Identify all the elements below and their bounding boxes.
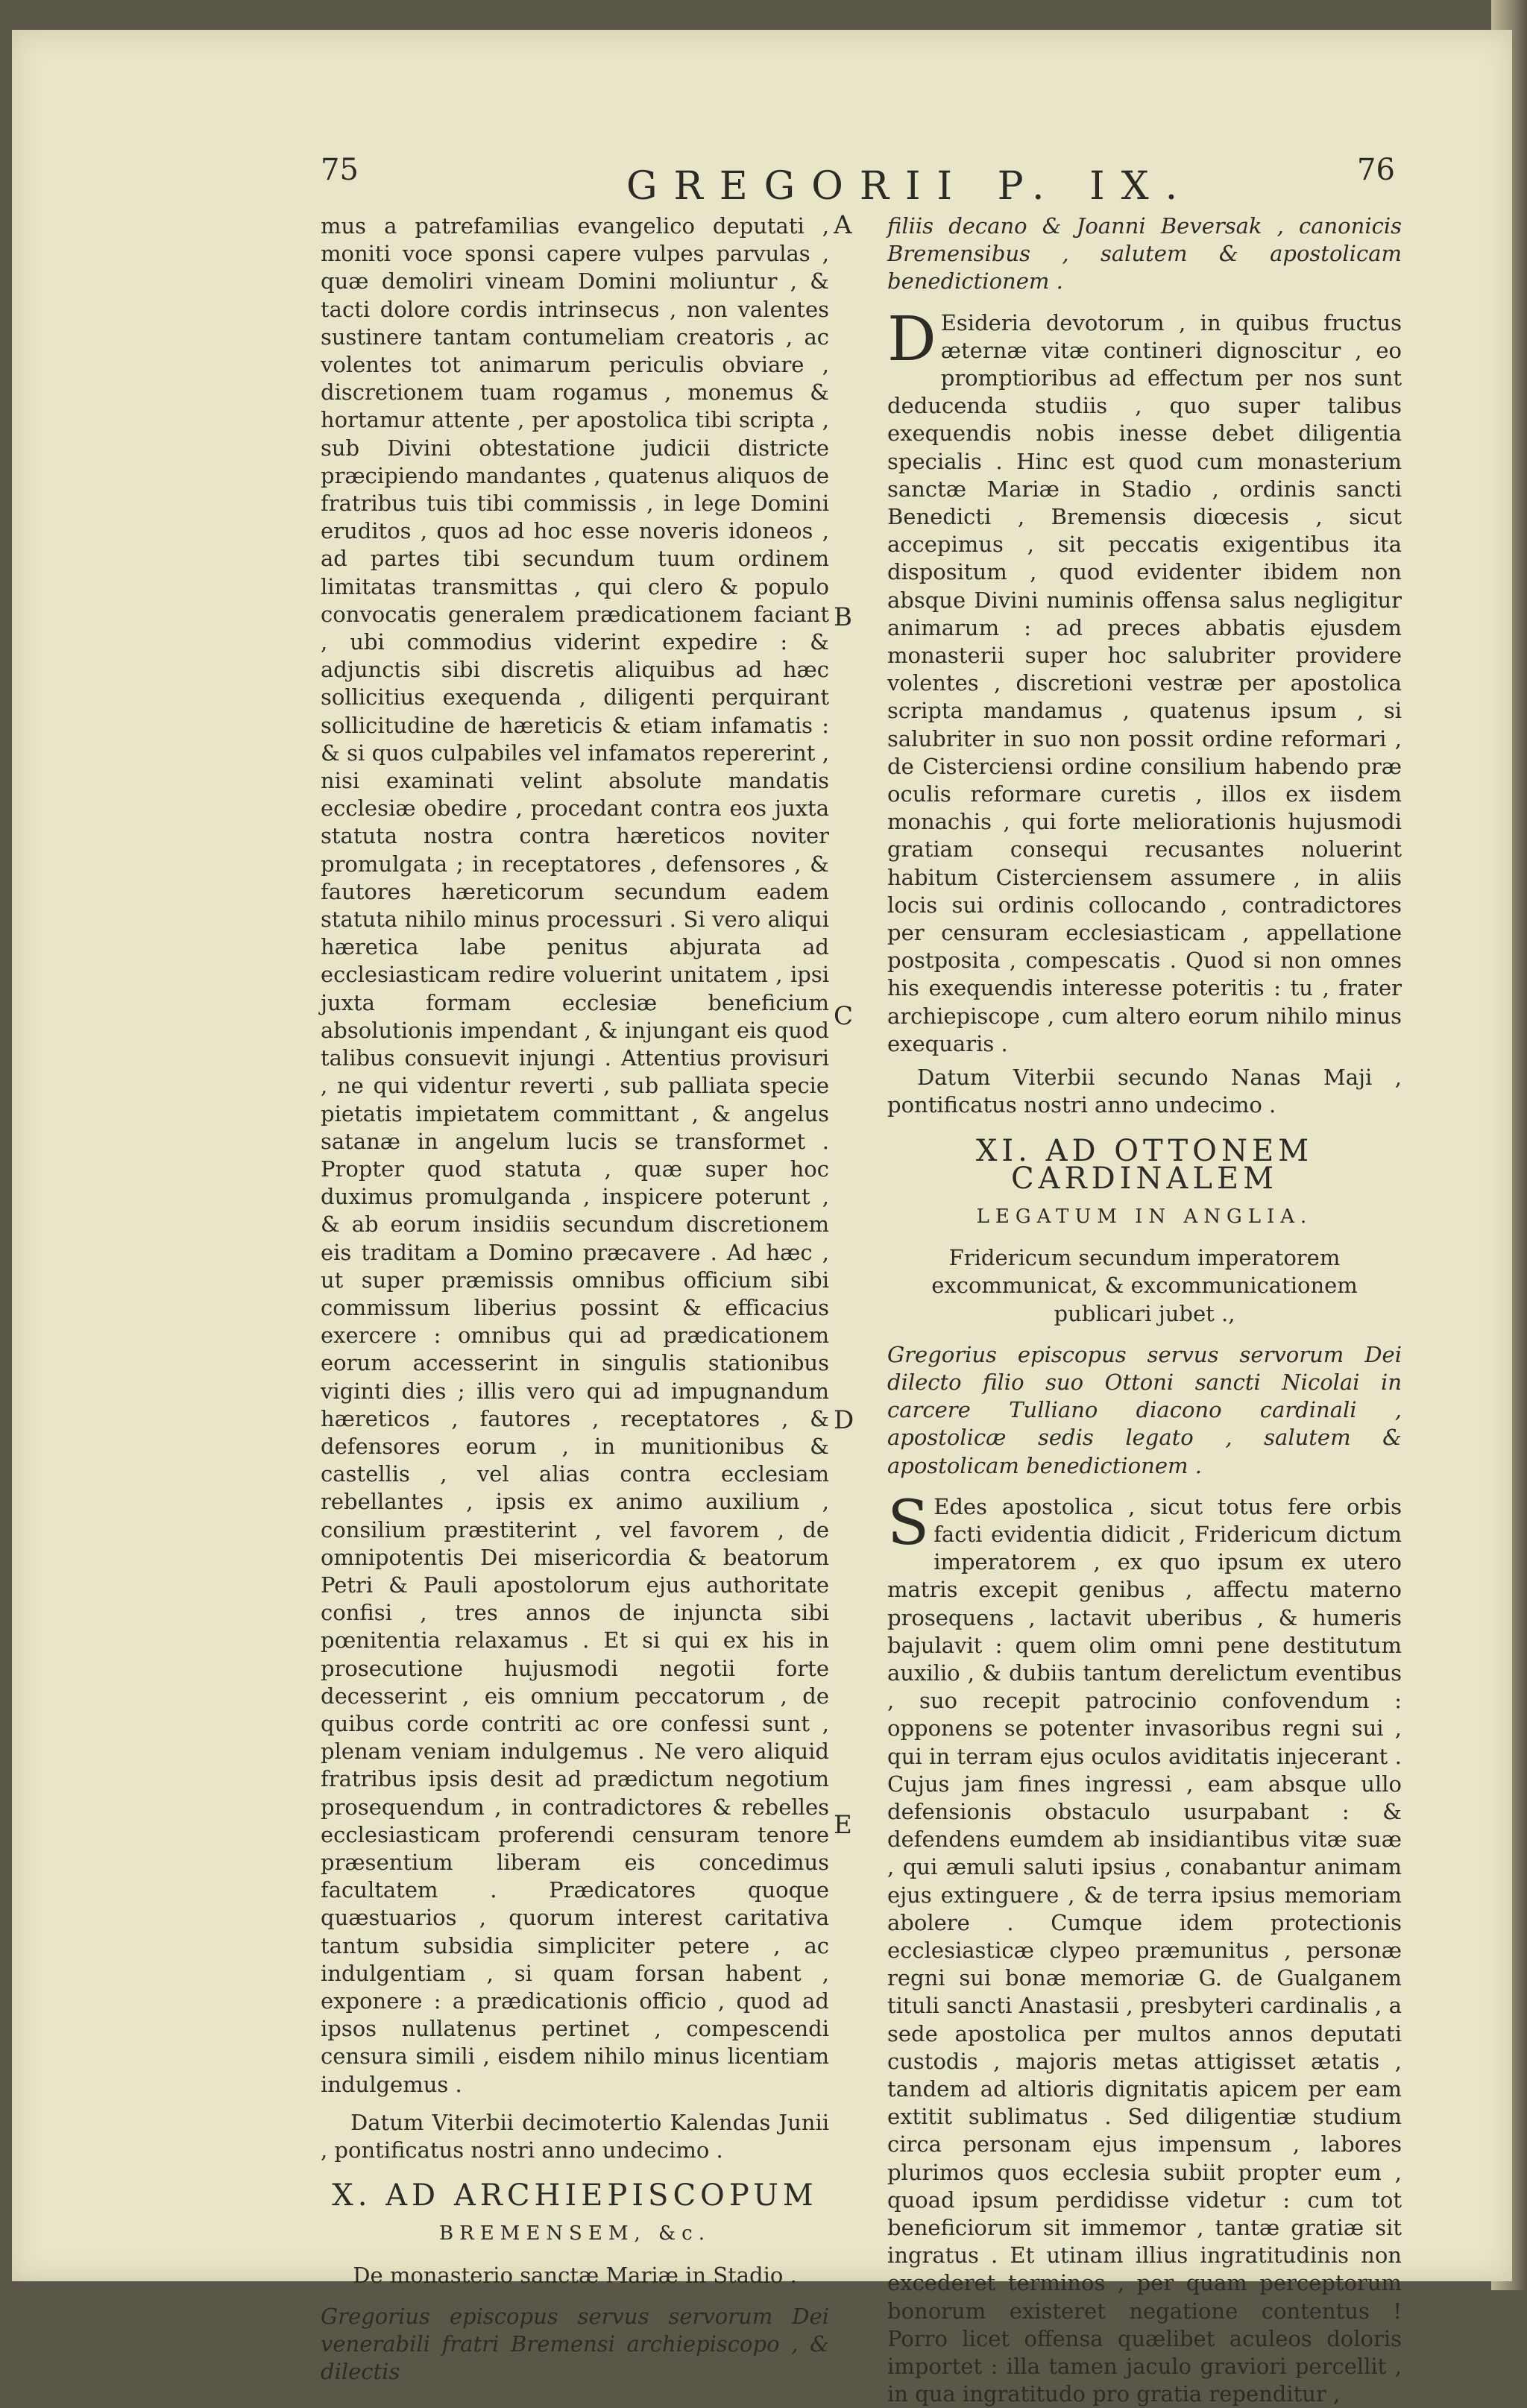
running-title: GREGORII P. IX. xyxy=(626,164,1194,209)
letter-xi-body-paragraph xyxy=(887,1487,1402,2408)
letter-x-summary: De monasterio sanctæ Mariæ in Stadio . xyxy=(353,2262,797,2288)
letter-x-heading: X. AD ARCHIEPISCOPUM xyxy=(332,2178,818,2213)
margin-letter-e: E xyxy=(834,1810,852,1840)
page-number-right: 76 xyxy=(1357,153,1395,187)
letter-xi-summary: Fridericum secundum imperatorem excommunicat, & excommunicationem publicari jubet ., xyxy=(931,1245,1358,1326)
letter-xi-heading: XI. AD OTTONEM CARDINALEM xyxy=(975,1133,1314,1196)
letter-x-body-paragraph xyxy=(887,303,1402,1058)
page-number-left: 75 xyxy=(321,153,359,187)
letter-xi-body: Edes apostolica , sicut totus fere orbis facti evidentia didicit , Fridericum dictum imperatorem , ex quo ipsum ex utero matris excepit genibus , affectu materno prosequens , lactavit uberibus , & humeris bajulavit : quem olim omni pene destitutum auxilio , & dubiis tantum derelictum eventibus , suo recepit patrocinio confovendum : opponens se potenter invasoribus regni sui , qui in terram ejus oculos aviditatis injecerant . Cujus jam fines ingressi , eam absque ullo defensionis obstaculo usurpabant : & defendens eumdem ab insidiantibus vitæ suæ , qui æmuli saluti ipsius , conabantur animam ejus extinguere , & de terra ipsius memoriam abolere . Cumque idem protectionis ecclesiasticæ clypeo præmunitus , personæ regni sui bonæ memoriæ G. de Gualganem tituli sancti Anastasii , presbyteri cardinalis , a sede apostolica per multos annos deputati custodis , majoris metas attigisset ætatis , tandem ad altioris dignitatis apicem per eam extitit sublimatus . Sed diligentiæ studium circa personam ejus impensum , labores plurimos quos ecclesia subiit propter eum , quoad ipsum perdidisse videtur : cum tot beneficiorum sit immemor , tantæ gratiæ sit ingratus . Et utinam illius ingratitudinis non excederet terminos , per quam perceptorum bonorum existeret negatione contentus ! Porro licet offensa quælibet aculeos doloris importet : illa tamen jaculo graviori percellit , in qua ingratitudo pro gratia rependitur , xyxy=(887,1493,1402,2407)
letter-x-body: Esideria devotorum , in quibus fructus æternæ vitæ contineri dignoscitur , eo promptioribus ad effectum per nos sunt deducenda studiis , quo super talibus exequendis nobis inesse debet diligentia specialis . Hinc est quod cum monasterium sanctæ Mariæ in Stadio , ordinis sancti Benedicti , Bremensis diœcesis , sicut accepimus , sit peccatis exigentibus ita dispositum , quod evidenter ibidem non absque Divini numinis offensa salus negligitur animarum : ad preces abbatis ejusdem monasterii super hoc salubriter providere volentes , discretioni vestræ per apostolica scripta mandamus , quatenus ipsum , si salubriter in suo non possit ordine reformari , de Cisterciensi ordine consilium habendo præ oculis reformare curetis , illos ex iisdem monachis , qui forte meliorationis hujusmodi gratiam consequi recusantes noluerint habitum Cisterciensem assumere , in aliis locis sui ordinis collocando , contradictores per censuram ecclesiasticam , appellatione postposita , compescatis . Quod si non omnes his exequendis interesse poteritis : tu , frater archiepiscope , cum altero eorum nihilo minus exequaris . xyxy=(887,309,1402,1056)
letter-x-address-continued: filiis decano & Joanni Beversak , canonicis Bremensibus , salutem & apostolicam benedictionem . xyxy=(887,213,1402,294)
letter-x-dating: Datum Viterbii secundo Nanas Maji , pontificatus nostri anno undecimo . xyxy=(887,1065,1402,1118)
margin-letter-b: B xyxy=(834,602,852,632)
letter-x-address: Gregorius episcopus servus servorum Dei venerabili fratri Bremensi archiepiscopo , & dilectis xyxy=(321,2303,829,2385)
letter-xi-dropcap: S xyxy=(887,1487,930,1559)
letter-ix-body: mus a patrefamilias evangelico deputati , moniti voce sponsi capere vulpes parvulas , quæ demoliri vineam Domini moliuntur , & tacti dolore cordis intrinsecus , non valentes sustinere tantam contumeliam creatoris , ac volentes tot animarum periculis obviare , discretionem tuam rogamus , monemus & hortamur attente , per apostolica tibi scripta , sub Divini obtestatione judicii districte præcipiendo mandantes , quatenus aliquos de fratribus tuis tibi commissis , in lege Domini eruditos , quos ad hoc esse noveris idoneos , ad partes tibi secundum tuum ordinem limitatas transmittas , qui clero & populo convocatis generalem prædicationem faciant , ubi commodius viderint expedire : & adjunctis sibi discretis aliquibus ad hæc sollicitius exequenda , diligenti perquirant sollicitudine de hæreticis & etiam infamatis : & si quos culpabiles vel infamatos repererint , nisi examinati velint absolute mandatis ecclesiæ obedire , procedant contra eos juxta statuta nostra contra hæreticos noviter promulgata ; in receptatores , defensores , & fautores hæreticorum secundum eadem statuta nihilo minus processuri . Si vero aliqui hæretica labe penitus abjurata ad ecclesiasticam redire voluerint unitatem , ipsi juxta formam ecclesiæ beneficium absolutionis impendant , & injungant eis quod talibus consuevit injungi . Attentius provisuri , ne qui videntur reverti , sub palliata specie pietatis impietatem committant , & angelus satanæ in angelum lucis se transformet . Propter quod statuta , quæ super hoc duximus promulganda , inspicere poterunt , & ab eorum insidiis secundum discretionem eis traditam a Domino præcavere . Ad hæc , ut super præmissis omnibus officium sibi commissum liberius possint & efficacius exercere : omnibus qui ad prædicationem eorum accesserint in singulis stationibus viginti dies ; illis vero qui ad impugnandum hæreticos , fautores , receptatores , & defensores eorum , in munitionibus & castellis , vel alias contra ecclesiam rebellantes , ipsis ex animo auxilium , consilium præstiterint , vel favorem , de omnipotentis Dei misericordia & beatorum Petri & Pauli apostolorum ejus authoritate confisi , tres annos de injuncta sibi pœnitentia relaxamus . Et si qui ex his in prosecutione hujusmodi negotii forte decesserint , eis omnium peccatorum , de quibus corde contriti ac ore confessi sunt , plenam veniam indulgemus . Ne vero aliquid fratribus ipsis desit ad prædictum negotium prosequendum , in contradictores & rebelles ecclesiasticam proferendi censuram tenore præsentium liberam eis concedimus facultatem . Prædicatores quoque quæstuarios , quorum interest caritativa tantum subsidia simpliciter petere , ac indulgentiam , si quam forsan habent , exponere : a prædicationis officio , quod ad ipsos nullatenus pertinet , compescendi censura simili , eisdem nihilo minus licentiam indulgemus . xyxy=(321,213,829,2097)
letter-x-subheading: BREMENSEM, &c. xyxy=(439,2222,711,2245)
letter-xi-address: Gregorius episcopus servus servorum Dei dilecto filio suo Ottoni sancti Nicolai in carcere Tulliano diacono cardinali , apostolicæ sedis legato , salutem & apostolicam benedictionem . xyxy=(887,1341,1402,1478)
margin-letter-d: D xyxy=(834,1405,854,1435)
left-column xyxy=(321,212,829,2386)
letter-xi-subheading: LEGATUM IN ANGLIA. xyxy=(976,1205,1313,1228)
margin-letter-c: C xyxy=(834,1001,854,1031)
letter-ix-dating: Datum Viterbii decimotertio Kalendas Junii , pontificatus nostri anno undecimo . xyxy=(321,2109,829,2163)
letter-x-dropcap: D xyxy=(887,303,936,375)
margin-letter-a: A xyxy=(834,210,852,240)
right-column xyxy=(887,212,1402,2408)
